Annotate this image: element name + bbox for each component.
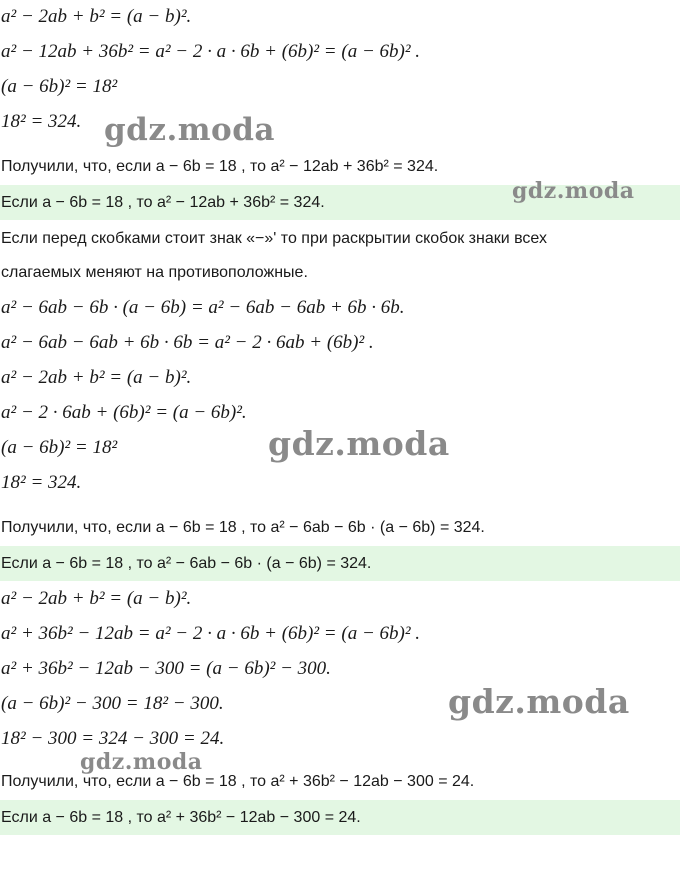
result-line-1: Получили, что, если a − 6b = 18 , то a² − 12ab + 36b² = 324. [1, 158, 439, 175]
math-line-9: (a − 6b)² = 18² [1, 437, 118, 458]
math-line-4: 18² = 324. [1, 111, 82, 132]
watermark-logo: gdz.moda [448, 682, 630, 721]
highlighted-answer-1: Если a − 6b = 18 , то a² − 12ab + 36b² = 324. [0, 185, 680, 220]
watermark-logo: gdz.moda [104, 112, 275, 148]
math-line-7: a² − 2ab + b² = (a − b)². [1, 367, 192, 388]
highlighted-answer-2: Если a − 6b = 18 , то a² − 6ab − 6b · (a − 6b) = 324. [0, 546, 680, 581]
math-line-15: 18² − 300 = 324 − 300 = 24. [1, 728, 225, 749]
result-line-2: Получили, что, если a − 6b = 18 , то a² − 6ab − 6b · (a − 6b) = 324. [1, 519, 485, 536]
watermark-logo: gdz.moda [80, 749, 203, 775]
explanation-line-1: Если перед скобками стоит знак «−»' то при раскрытии скобок знаки всех [1, 230, 547, 247]
highlighted-answer-3: Если a − 6b = 18 , то a² + 36b² − 12ab − 300 = 24. [0, 800, 680, 835]
math-line-5: a² − 6ab − 6b · (a − 6b) = a² − 6ab − 6ab + 6b · 6b. [1, 297, 405, 318]
watermark-logo: gdz.moda [512, 178, 635, 204]
math-line-13: a² + 36b² − 12ab − 300 = (a − 6b)² − 300. [1, 658, 331, 679]
explanation-line-2: слагаемых меняют на противоположные. [1, 264, 308, 281]
watermark-logo: gdz.moda [268, 424, 450, 463]
math-line-10: 18² = 324. [1, 472, 82, 493]
math-line-11: a² − 2ab + b² = (a − b)². [1, 588, 192, 609]
math-line-14: (a − 6b)² − 300 = 18² − 300. [1, 693, 224, 714]
result-line-3: Получили, что, если a − 6b = 18 , то a² + 36b² − 12ab − 300 = 24. [1, 773, 475, 790]
math-line-2: a² − 12ab + 36b² = a² − 2 · a · 6b + (6b)² = (a − 6b)² . [1, 41, 421, 62]
math-line-6: a² − 6ab − 6ab + 6b · 6b = a² − 2 · 6ab + (6b)² . [1, 332, 374, 353]
math-line-1: a² − 2ab + b² = (a − b)². [1, 6, 192, 27]
math-line-8: a² − 2 · 6ab + (6b)² = (a − 6b)². [1, 402, 247, 423]
math-line-12: a² + 36b² − 12ab = a² − 2 · a · 6b + (6b)² = (a − 6b)² . [1, 623, 421, 644]
math-line-3: (a − 6b)² = 18² [1, 76, 118, 97]
